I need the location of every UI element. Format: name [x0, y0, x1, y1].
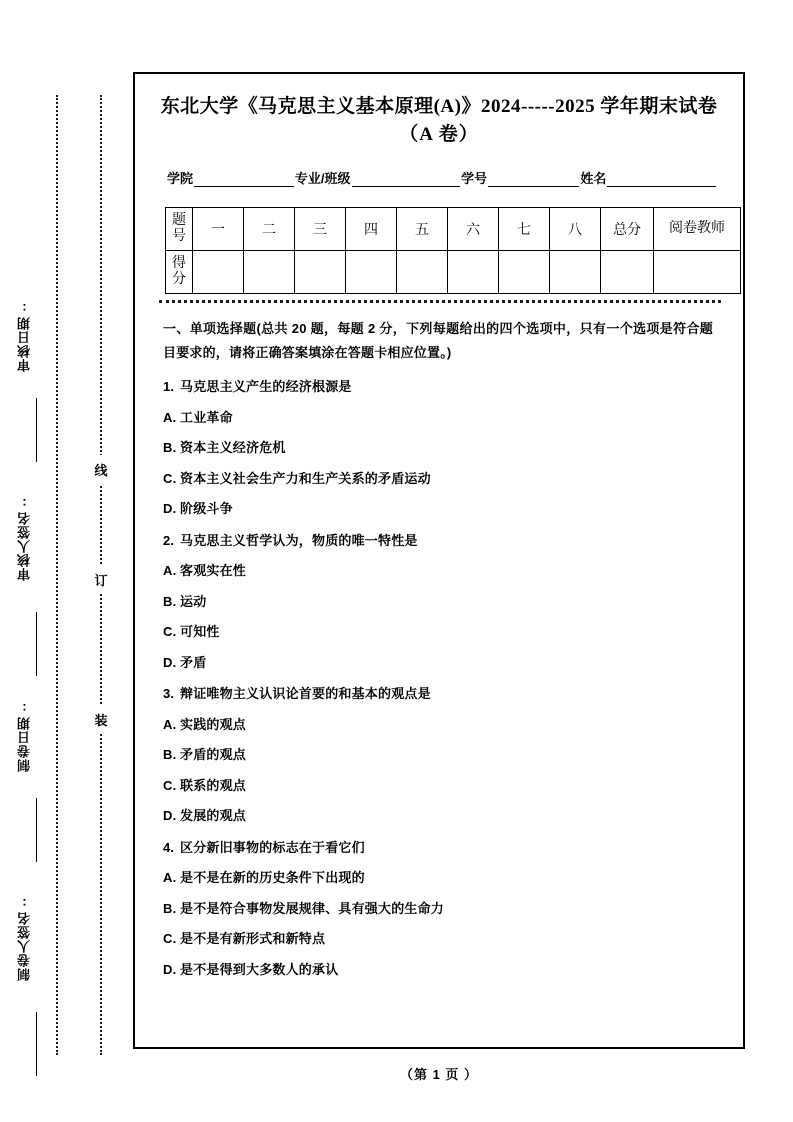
margin-rule-paper-date: [36, 798, 37, 862]
table-row-question-numbers: [166, 207, 741, 250]
question-2-option-d[interactable]: [163, 653, 713, 673]
column-header-6: 六: [448, 207, 499, 250]
score-cell-3[interactable]: [295, 250, 346, 293]
question-4-stem: [163, 838, 713, 858]
score-cell-5[interactable]: [397, 250, 448, 293]
question-2-option-a-text: 客观实在性: [180, 563, 247, 579]
question-4-option-b-text: 是不是符合事物发展规律、具有强大的生命力: [180, 900, 445, 916]
question-1-option-b-letter: B.: [163, 440, 177, 456]
question-3-option-d-letter: D.: [163, 808, 177, 824]
column-header-total: 总分: [601, 207, 654, 250]
question-4-option-a[interactable]: [163, 868, 713, 888]
question-1-option-c-letter: C.: [163, 470, 177, 486]
column-header-3: 三: [295, 207, 346, 250]
score-cell-7[interactable]: [499, 250, 550, 293]
question-1-option-d[interactable]: [163, 499, 713, 519]
question-2-option-b[interactable]: [163, 592, 713, 612]
margin-rule-reviewer-signature: [36, 612, 37, 676]
question-1-option-a[interactable]: [163, 408, 713, 428]
column-header-5: 五: [397, 207, 448, 250]
question-4-option-c-text: 是不是有新形式和新特点: [180, 931, 326, 947]
question-2-option-b-text: 运动: [180, 593, 207, 609]
question-1-number: 1.: [163, 379, 175, 395]
major-class-input[interactable]: [352, 172, 461, 187]
question-3-option-d[interactable]: [163, 806, 713, 826]
question-4-option-a-text: 是不是在新的历史条件下出现的: [180, 870, 365, 886]
question-2-number: 2.: [163, 532, 175, 548]
question-2-option-a-letter: A.: [163, 563, 177, 579]
page-title: 东北大学《马克思主义基本原理(A)》2024-----2025 学年期末试卷: [160, 96, 718, 117]
score-cell-total[interactable]: [601, 250, 654, 293]
question-2-text: 马克思主义哲学认为，物质的唯一特性是: [180, 532, 418, 548]
student-info-line: [167, 168, 717, 187]
binding-char-staple: 订: [91, 565, 111, 594]
score-table: [165, 207, 741, 294]
question-4-number: 4.: [163, 839, 175, 855]
question-4-option-c-letter: C.: [163, 931, 177, 947]
question-3-option-a-text: 实践的观点: [180, 716, 247, 732]
question-1-option-c-text: 资本主义社会生产力和生产关系的矛盾运动: [180, 470, 431, 486]
question-3-option-c-letter: C.: [163, 777, 177, 793]
row-header-score: 得分: [166, 250, 193, 293]
score-cell-8[interactable]: [550, 250, 601, 293]
major-class-label: 专业/班级: [294, 170, 351, 186]
question-2-option-b-letter: B.: [163, 593, 177, 609]
table-row-scores: [166, 250, 741, 293]
margin-label-reviewer-signature: 审核人签名:: [17, 495, 32, 581]
margin-label-paper-date: 制卷日期:: [17, 700, 32, 772]
question-4-option-c[interactable]: [163, 929, 713, 949]
question-3-option-b[interactable]: [163, 745, 713, 765]
question-3-number: 3.: [163, 686, 175, 702]
binding-margin: [0, 0, 133, 1122]
question-1-option-b[interactable]: [163, 438, 713, 458]
column-header-grader: 阅卷教师: [654, 207, 741, 250]
score-cell-2[interactable]: [244, 250, 295, 293]
question-1-option-b-text: 资本主义经济危机: [180, 440, 286, 456]
question-4-option-b[interactable]: [163, 899, 713, 919]
question-4-option-a-letter: A.: [163, 870, 177, 886]
page-subtitle: （A 卷）: [399, 124, 479, 146]
question-2-option-c-text: 可知性: [180, 624, 220, 640]
question-1-option-a-letter: A.: [163, 409, 177, 425]
binding-char-bind: 装: [91, 705, 111, 734]
row-header-question-number: 题号: [166, 207, 193, 250]
question-1-option-c[interactable]: [163, 469, 713, 489]
binding-char-line: 线: [91, 455, 111, 484]
question-3-option-a[interactable]: [163, 715, 713, 735]
question-3-option-c[interactable]: [163, 776, 713, 796]
score-cell-grader[interactable]: [654, 250, 741, 293]
margin-label-review-date: 审核日期:: [17, 300, 32, 372]
score-cell-1[interactable]: [193, 250, 244, 293]
student-id-input[interactable]: [488, 172, 579, 187]
question-4-option-d[interactable]: [163, 960, 713, 980]
question-2-stem: [163, 531, 713, 551]
question-1-option-d-letter: D.: [163, 501, 177, 517]
question-3-option-b-text: 矛盾的观点: [180, 747, 247, 763]
margin-label-paper-author-signature: 制卷人签名:: [17, 895, 32, 981]
binding-dotted-line-outer: [56, 95, 58, 1055]
question-2-option-c[interactable]: [163, 622, 713, 642]
question-3-option-a-letter: A.: [163, 716, 177, 732]
section-divider: [159, 300, 721, 303]
question-1-option-d-text: 阶级斗争: [180, 501, 233, 517]
question-1-text: 马克思主义产生的经济根源是: [180, 379, 352, 395]
column-header-8: 八: [550, 207, 601, 250]
page-footer: （第 1 页 ）: [399, 1067, 479, 1082]
student-name-label: 姓名: [580, 170, 607, 186]
margin-rule-paper-author-signature: [36, 1012, 37, 1076]
question-2-option-a[interactable]: [163, 561, 713, 581]
question-3-text: 辩证唯物主义认识论首要的和基本的观点是: [180, 686, 431, 702]
exam-sheet-frame: [133, 72, 745, 1049]
student-name-input[interactable]: [607, 172, 716, 187]
question-1-stem: [163, 377, 713, 397]
score-cell-6[interactable]: [448, 250, 499, 293]
college-label: 学院: [167, 170, 194, 186]
student-id-label: 学号: [461, 170, 488, 186]
question-1-option-a-text: 工业革命: [180, 409, 233, 425]
question-2-option-d-text: 矛盾: [180, 654, 207, 670]
question-3-option-c-text: 联系的观点: [180, 777, 247, 793]
column-header-7: 七: [499, 207, 550, 250]
question-4-text: 区分新旧事物的标志在于看它们: [180, 839, 365, 855]
question-4-option-b-letter: B.: [163, 900, 177, 916]
exam-body: [163, 317, 713, 979]
question-4-option-d-letter: D.: [163, 961, 177, 977]
question-4-option-d-text: 是不是得到大多数人的承认: [180, 961, 339, 977]
question-3-option-d-text: 发展的观点: [180, 808, 247, 824]
column-header-1: 一: [193, 207, 244, 250]
question-2-option-d-letter: D.: [163, 654, 177, 670]
college-input[interactable]: [194, 172, 294, 187]
question-3-option-b-letter: B.: [163, 747, 177, 763]
question-3-stem: [163, 684, 713, 704]
column-header-2: 二: [244, 207, 295, 250]
section-instructions: 一、单项选择题(总共 20 题，每题 2 分，下列每题给出的四个选项中，只有一个选项是符合题目要求的，请将正确答案填涂在答题卡相应位置。): [163, 320, 713, 360]
column-header-4: 四: [346, 207, 397, 250]
score-cell-4[interactable]: [346, 250, 397, 293]
margin-rule-review-date: [36, 398, 37, 462]
question-2-option-c-letter: C.: [163, 624, 177, 640]
